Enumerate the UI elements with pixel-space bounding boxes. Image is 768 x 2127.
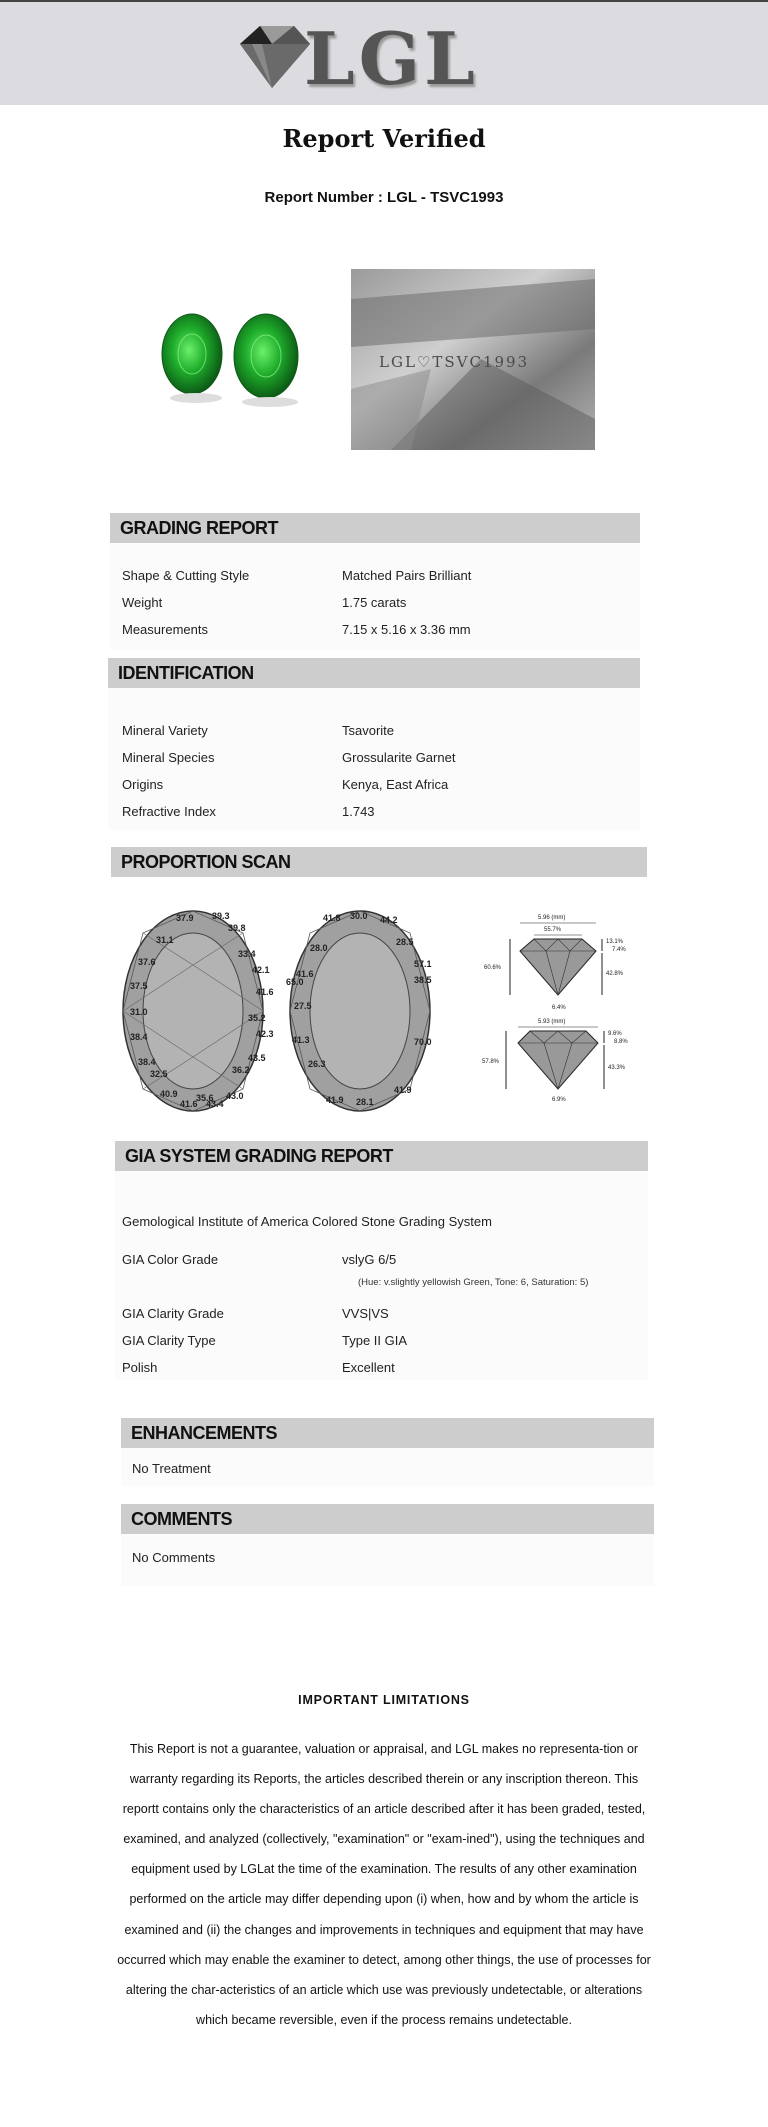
profile-label: 6.9% <box>552 1097 566 1103</box>
row-label: Measurements <box>122 622 208 637</box>
profile-label: 57.8% <box>482 1059 500 1065</box>
profile-label: 60.6% <box>484 965 502 971</box>
proportion-scan-heading: PROPORTION SCAN <box>111 847 647 877</box>
row-value: 7.15 x 5.16 x 3.36 mm <box>342 622 471 637</box>
row-value: Matched Pairs Brilliant <box>342 568 472 583</box>
scan-label: 32.5 <box>150 1069 168 1079</box>
enhancements-heading: ENHANCEMENTS <box>121 1418 654 1448</box>
scan-label: 31.1 <box>156 935 174 945</box>
scan-label: 35.6 <box>196 1093 214 1103</box>
row-value: vslyG 6/5 <box>342 1252 397 1267</box>
scan-label: 43.5 <box>248 1053 266 1063</box>
row-value: Grossularite Garnet <box>342 750 456 765</box>
gem-photo <box>134 270 324 460</box>
scan-label: 41.9 <box>394 1085 412 1095</box>
profile-label: 5.93 (mm) <box>538 1019 566 1025</box>
row-value: Type II GIA <box>342 1333 408 1348</box>
row-value: Kenya, East Africa <box>342 777 449 792</box>
profile-label: 6.4% <box>552 1005 566 1011</box>
scan-label: 41.9 <box>326 1095 344 1105</box>
gia-intro: Gemological Institute of America Colored Stone Grading System <box>122 1214 492 1229</box>
profile-label: 7.4% <box>612 947 626 953</box>
profile-label: 9.6% <box>608 1031 622 1037</box>
row-label: GIA Clarity Grade <box>122 1306 224 1321</box>
scan-label: 28.0 <box>310 943 328 953</box>
scan-label: 28.5 <box>396 937 414 947</box>
scan-label: 31.0 <box>130 1007 148 1017</box>
scan-label: 27.5 <box>294 1001 312 1011</box>
scan-label: 65.0 <box>286 977 304 987</box>
scan-label: 37.6 <box>138 957 156 967</box>
row-value: VVS|VS <box>342 1306 389 1321</box>
row-value: Tsavorite <box>342 723 395 738</box>
comments-text: No Comments <box>132 1550 216 1565</box>
proportion-scan-profile <box>478 905 644 1115</box>
scan-label: 41.8 <box>323 913 341 923</box>
row-label: Shape & Cutting Style <box>122 568 250 583</box>
page-title: Report Verified <box>282 124 486 153</box>
scan-label: 39.3 <box>212 911 230 921</box>
logo-text: LGL <box>304 16 479 101</box>
scan-label: 57.1 <box>414 959 432 969</box>
scan-label: 30.0 <box>350 911 368 921</box>
profile-label: 42.8% <box>606 971 624 977</box>
scan-label: 35.2 <box>248 1013 266 1023</box>
row-value: 1.75 carats <box>342 595 407 610</box>
scan-label: 36.2 <box>232 1065 250 1075</box>
diamond-icon <box>232 22 312 92</box>
profile-label: 43.3% <box>608 1065 626 1071</box>
scan-label: 37.9 <box>176 913 194 923</box>
profile-label: 13.1% <box>606 939 624 945</box>
color-note: (Hue: v.slightly yellowish Green, Tone: 6, Saturation: 5) <box>358 1277 589 1288</box>
scan-label: 43.4 <box>206 1099 224 1109</box>
row-label: Mineral Species <box>122 750 215 765</box>
row-label: Refractive Index <box>122 804 216 819</box>
scan-label: 43.0 <box>226 1091 244 1101</box>
enhancements-text: No Treatment <box>132 1461 211 1476</box>
grading-report-heading: GRADING REPORT <box>110 513 640 543</box>
limitations-body: This Report is not a guarantee, valuation or appraisal, and LGL makes no representa-tion or warranty regarding its Reports, the articles described therein or any inscription thereon. This reportt contains only the characteristics of an article described after it has been graded, tested, examined, and analyzed (collectively, "examination" or "exam-ined"), using the techniques and equipment used by LGLat the time of the examination. The results of any other examination performed on the article may differ depending upon (i) when, how and by whom the article is examined and (ii) the changes and improvements in techniques and equipment that may have occurred which may enable the examiner to detect, among other things, the use of processes for altering the char-acteristics of an article which use was previously undetectable, or alterations which became reversible, even if the process remains undetectable. <box>117 1742 651 2027</box>
row-label: GIA Clarity Type <box>122 1333 216 1348</box>
scan-label: 39.8 <box>228 923 246 933</box>
inscription-text: LGL♡TSVC1993 <box>379 353 530 371</box>
scan-label: 70.0 <box>414 1037 432 1047</box>
row-label: Polish <box>122 1360 158 1375</box>
profile-label: 5.96 (mm) <box>538 915 566 921</box>
scan-label: 44.2 <box>380 915 398 925</box>
row-value: 1.743 <box>342 804 375 819</box>
scan-label: 42.3 <box>256 1029 274 1039</box>
scan-label: 33.4 <box>238 949 256 959</box>
row-value: Excellent <box>342 1360 395 1375</box>
scan-label: 41.3 <box>292 1035 310 1045</box>
row-label: Weight <box>122 595 163 610</box>
row-label: Mineral Variety <box>122 723 208 738</box>
scan-label: 38.5 <box>414 975 432 985</box>
row-label: Origins <box>122 777 164 792</box>
row-label: GIA Color Grade <box>122 1252 219 1267</box>
report-number: Report Number : LGL - TSVC1993 <box>264 189 504 206</box>
profile-label: 55.7% <box>544 927 562 933</box>
profile-label: 8.8% <box>614 1039 628 1045</box>
scan-label: 41.6 <box>180 1099 198 1109</box>
inscription-photo <box>351 269 595 450</box>
lgl-logo[interactable] <box>232 14 492 100</box>
comments-heading: COMMENTS <box>121 1504 654 1534</box>
scan-label: 38.4 <box>130 1032 148 1042</box>
identification-heading: IDENTIFICATION <box>108 658 640 688</box>
scan-label: 26.3 <box>308 1059 326 1069</box>
scan-label: 41.6 <box>296 969 314 979</box>
proportion-scan-top-view <box>118 905 448 1117</box>
scan-label: 38.4 <box>138 1057 156 1067</box>
gia-heading: GIA SYSTEM GRADING REPORT <box>115 1141 648 1171</box>
scan-label: 40.9 <box>160 1089 178 1099</box>
page-header <box>0 0 768 105</box>
scan-label: 41.6 <box>256 987 274 997</box>
scan-label: 37.5 <box>130 981 148 991</box>
scan-label: 28.1 <box>356 1097 374 1107</box>
scan-label: 42.1 <box>252 965 270 975</box>
limitations-heading: IMPORTANT LIMITATIONS <box>298 1693 470 1707</box>
